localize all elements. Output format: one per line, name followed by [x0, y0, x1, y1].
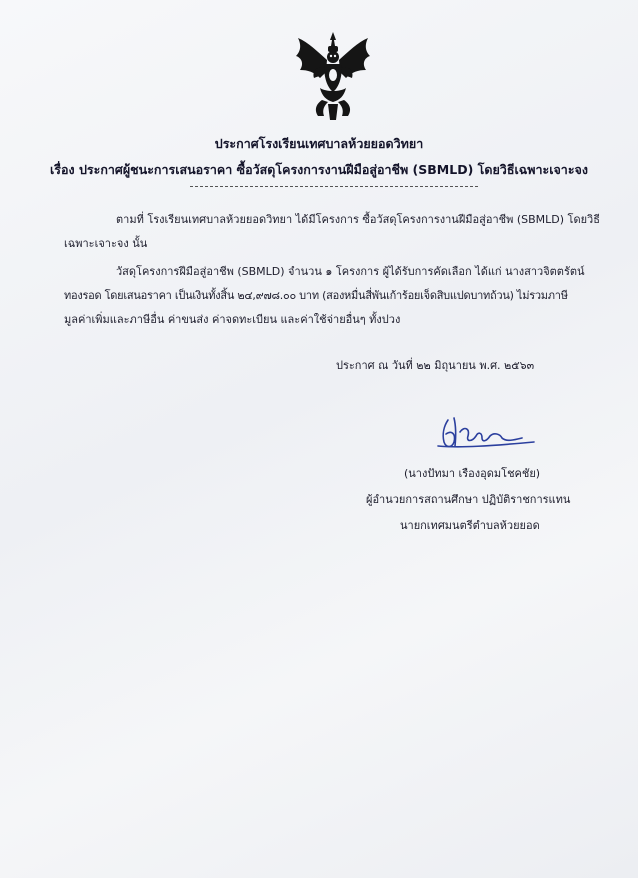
signer-position-2: นายกเทศมนตรีตำบลห้วยยอด [400, 519, 540, 532]
signature-image [430, 412, 540, 460]
paragraph-2-line-1: วัสดุโครงการฝีมือสู่อาชีพ (SBMLD) จำนวน ๑ โครงการ ผู้ได้รับการคัดเลือก ได้แก่ นางสาวจิตตรัตน์ [116, 265, 585, 278]
signer-name: (นางปัทมา เรืองอุดมโชคชัย) [404, 467, 541, 480]
paragraph-2-line-3: มูลค่าเพิ่มและภาษีอื่น ค่าขนส่ง ค่าจดทะเบียน และค่าใช้จ่ายอื่นๆ ทั้งปวง [64, 313, 401, 326]
announced-date: ประกาศ ณ วันที่ ๒๒ มิถุนายน พ.ศ. ๒๕๖๓ [336, 359, 535, 372]
signer-position-1: ผู้อำนวยการสถานศึกษา ปฏิบัติราชการแทน [366, 493, 571, 506]
paragraph-1-line-1: ตามที่ โรงเรียนเทศบาลห้วยยอดวิทยา ได้มีโครงการ ซื้อวัสดุโครงการงานฝีมือสู่อาชีพ (SBMLD) โดยวิธี [116, 213, 600, 226]
announcement-title: ประกาศโรงเรียนเทศบาลห้วยยอดวิทยา [214, 136, 424, 151]
divider [190, 186, 478, 187]
garuda-emblem-icon [290, 30, 376, 122]
paragraph-1-line-2: เฉพาะเจาะจง นั้น [64, 237, 148, 250]
announcement-subject: เรื่อง ประกาศผู้ชนะการเสนอราคา ซื้อวัสดุโครงการงานฝีมือสู่อาชีพ (SBMLD) โดยวิธีเฉพาะเจาะจง [50, 162, 588, 177]
paragraph-2-line-2: ทองรอด โดยเสนอราคา เป็นเงินทั้งสิ้น ๒๔,๙๗๘.๐๐ บาท (สองหมื่นสี่พันเก้าร้อยเจ็ดสิบแปดบาทถ้วน) ไม่รวมภาษี [64, 289, 568, 302]
